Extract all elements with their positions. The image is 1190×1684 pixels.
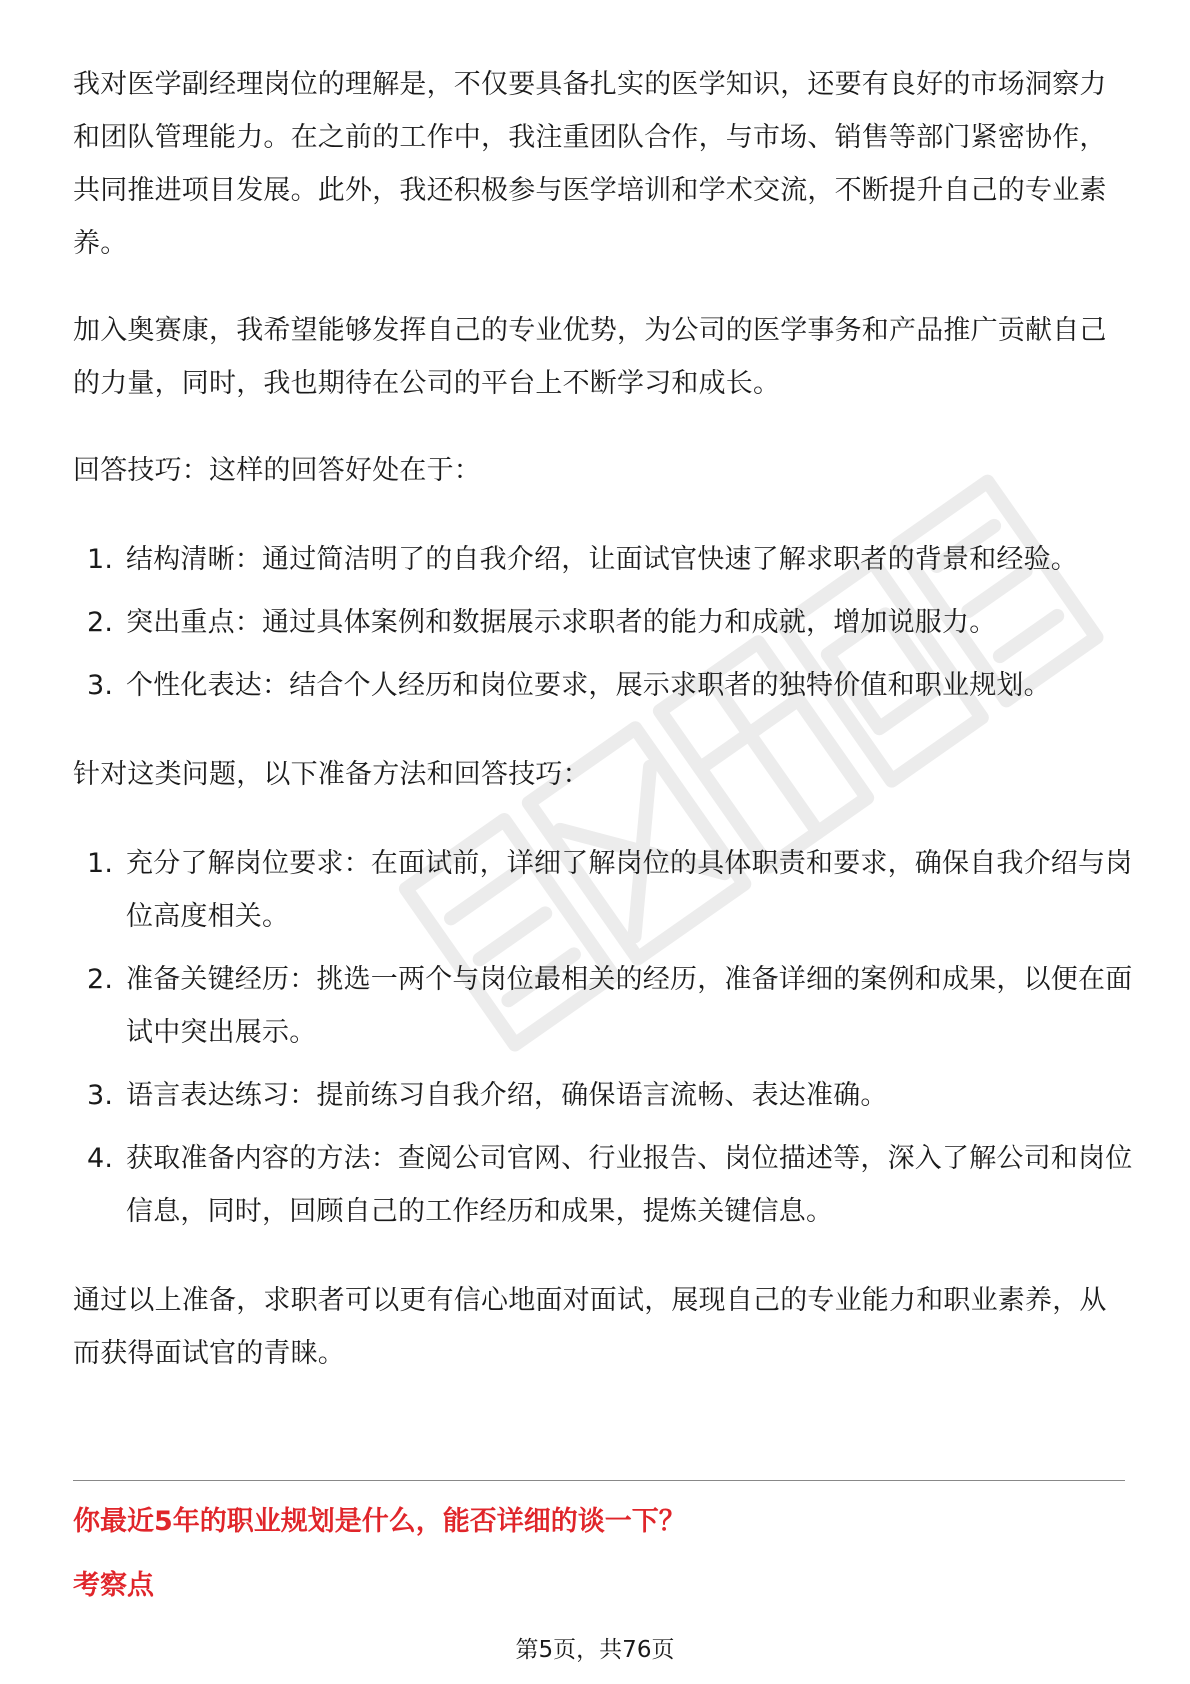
paragraph-joining-company: 加入奥赛康，我希望能够发挥自己的专业优势，为公司的医学事务和产品推广贡献自己的力量，同时，我也期待在公司的平台上不断学习和成长。 — [73, 315, 1107, 399]
list-item-number: 2. — [87, 607, 114, 638]
list-item — [73, 837, 1133, 943]
list-item-text: 准备关键经历：挑选一两个与岗位最相关的经历，准备详细的案例和成果，以便在面试中突出展示。 — [126, 964, 1133, 1048]
page-number: 第5页，共76页 — [515, 1637, 675, 1663]
next-question-title: 你最近5年的职业规划是什么，能否详细的谈一下？ — [73, 1506, 686, 1537]
tips-list — [73, 533, 1133, 712]
list-item-number: 1. — [87, 544, 114, 575]
list-item-text: 获取准备内容的方法：查阅公司官网、行业报告、岗位描述等，深入了解公司和岗位信息，同时，回顾自己的工作经历和成果，提炼关键信息。 — [126, 1143, 1133, 1227]
tips-intro: 回答技巧：这样的回答好处在于： — [73, 455, 481, 486]
list-item — [73, 533, 1133, 586]
list-item-number: 4. — [87, 1143, 114, 1174]
list-item — [73, 953, 1133, 1059]
paragraph-role-understanding: 我对医学副经理岗位的理解是，不仅要具备扎实的医学知识，还要有良好的市场洞察力和团队管理能力。在之前的工作中，我注重团队合作，与市场、销售等部门紧密协作，共同推进项目发展。此外，我还积极参与医学培训和学术交流，不断提升自己的专业素养。 — [73, 69, 1107, 259]
paragraph-conclusion: 通过以上准备，求职者可以更有信心地面对面试，展现自己的专业能力和职业素养，从而获得面试官的青睐。 — [73, 1285, 1107, 1369]
list-item — [73, 1069, 1133, 1122]
list-item-text: 充分了解岗位要求：在面试前，详细了解岗位的具体职责和要求，确保自我介绍与岗位高度相关。 — [126, 848, 1133, 932]
list-item-number: 3. — [87, 1080, 114, 1111]
prep-list — [73, 837, 1133, 1238]
list-item — [73, 659, 1133, 712]
list-item — [73, 596, 1133, 649]
next-question-subtitle: 考察点 — [73, 1570, 154, 1601]
list-item — [73, 1132, 1133, 1238]
section-divider — [73, 1480, 1125, 1481]
prep-intro: 针对这类问题，以下准备方法和回答技巧： — [73, 759, 590, 790]
list-item-text: 结构清晰：通过简洁明了的自我介绍，让面试官快速了解求职者的背景和经验。 — [126, 544, 1078, 575]
list-item-text: 突出重点：通过具体案例和数据展示求职者的能力和成就，增加说服力。 — [126, 607, 997, 638]
document-body — [73, 58, 1133, 1380]
list-item-number: 3. — [87, 670, 114, 701]
list-item-text: 个性化表达：结合个人经历和岗位要求，展示求职者的独特价值和职业规划。 — [126, 670, 1051, 701]
list-item-text: 语言表达练习：提前练习自我介绍，确保语言流畅、表达准确。 — [126, 1080, 888, 1111]
list-item-number: 2. — [87, 964, 114, 995]
list-item-number: 1. — [87, 848, 114, 879]
